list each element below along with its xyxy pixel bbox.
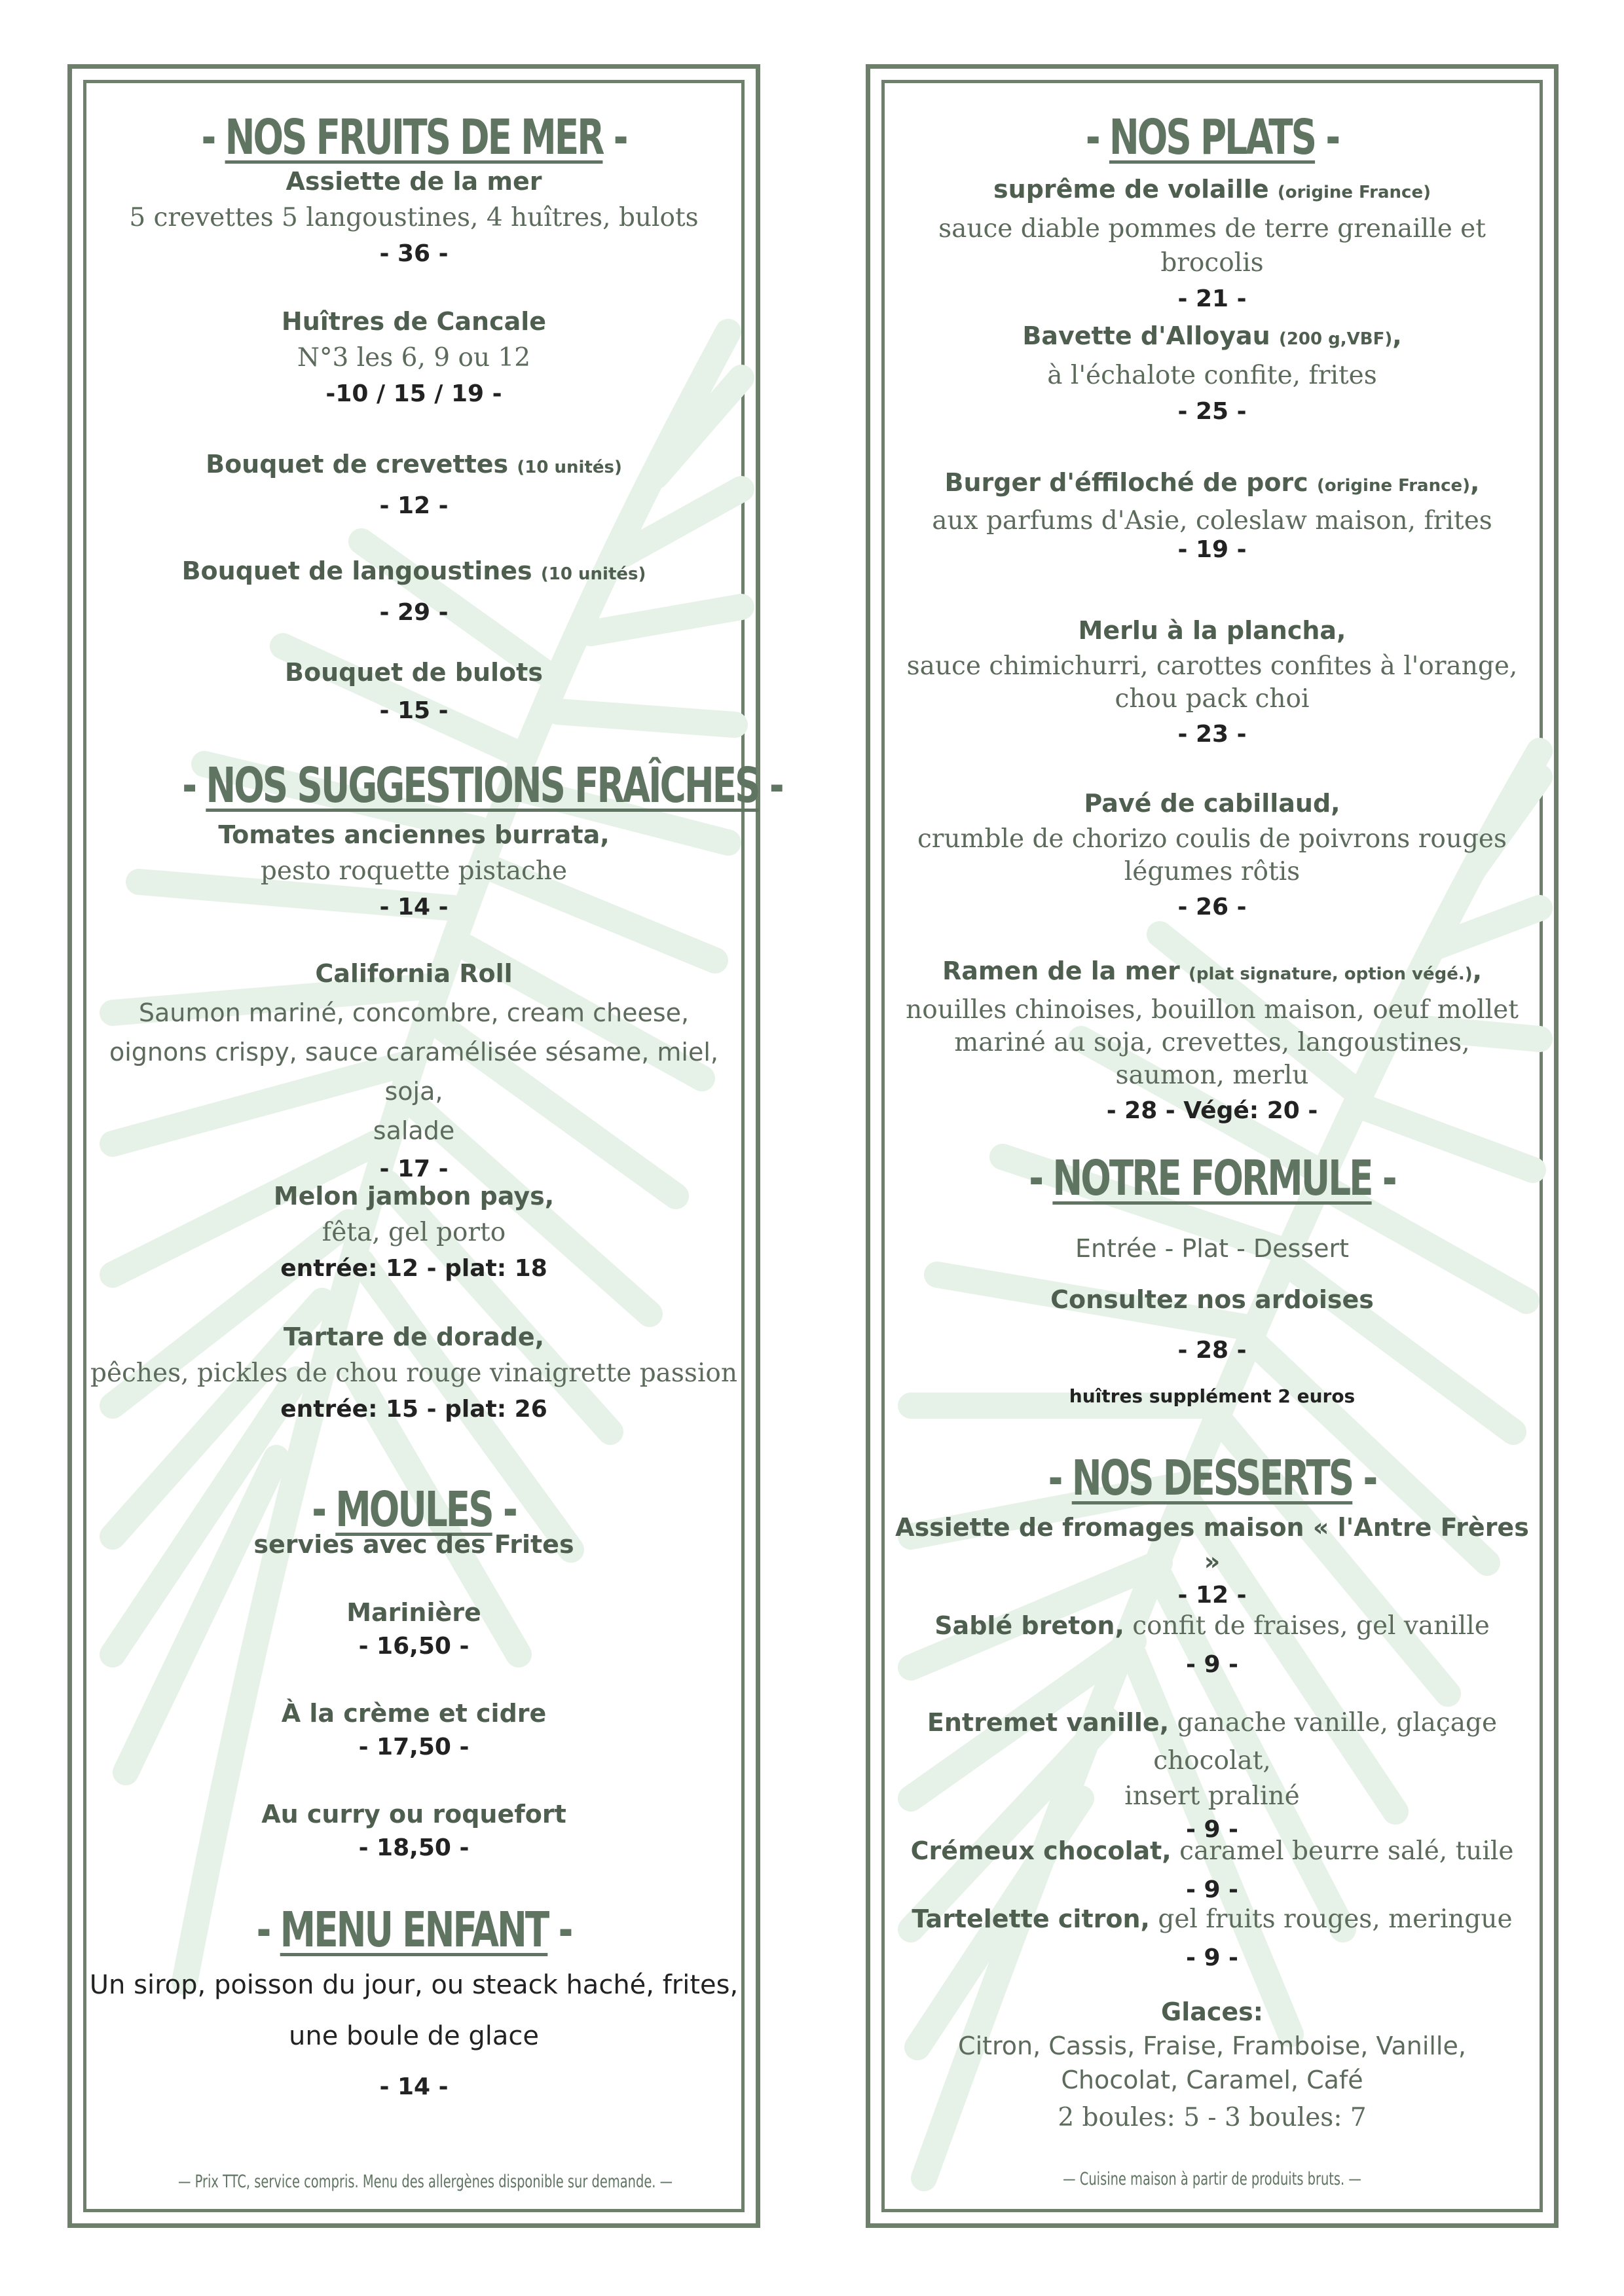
item-name: Sablé breton, confit de fraises, gel vanille (934, 1611, 1490, 1641)
left-panel-content (86, 83, 783, 2209)
item-name: Bouquet de langoustines (10 unités) (181, 556, 646, 585)
item-description: saumon, merlu (1115, 1061, 1309, 1090)
item-price: - 36 - (379, 240, 449, 267)
item-price: - 28 - Végé: 20 - (1106, 1097, 1318, 1124)
item-price: - 18,50 - (358, 1834, 470, 1861)
item-description: mariné au soja, crevettes, langoustines, (954, 1028, 1470, 1057)
item-description: sauce diable pommes de terre grenaille et brocolis (938, 214, 1486, 278)
menu-item (885, 1510, 1540, 1613)
item-name: Ramen de la mer (plat signature, option végé.), (942, 957, 1483, 985)
item-name: Bavette d'Alloyau (200 g,VBF), (1022, 321, 1402, 350)
menu-item (885, 611, 1540, 754)
formule-note: huîtres supplément 2 euros (1069, 1385, 1356, 1407)
item-price: - 17,50 - (358, 1734, 470, 1760)
item-price: -10 / 15 / 19 - (325, 380, 502, 407)
section-title-moules: - MOULES - (312, 1482, 516, 1538)
item-name: Bouquet de crevettes (10 unités) (206, 450, 622, 479)
item-price: - 9 - (1186, 1944, 1238, 1971)
menu-item (885, 951, 1540, 1130)
item-name: À la crème et cidre (281, 1699, 547, 1728)
item-price: - 15 - (379, 697, 449, 724)
menu-item (86, 954, 741, 1188)
item-name: Tartelette citron, gel fruits rouges, meringue (912, 1904, 1513, 1934)
item-price: - 12 - (379, 492, 449, 519)
item-description: salade (373, 1116, 455, 1145)
item-description: fêta, gel porto (322, 1218, 506, 1247)
item-price: - 29 - (379, 599, 449, 626)
menu-item (885, 784, 1540, 926)
item-price: - 25 - (1177, 398, 1247, 425)
item-description: N°3 les 6, 9 ou 12 (297, 343, 531, 373)
footer-note: — Cuisine maison à partir de produits bruts. — (1063, 2169, 1361, 2189)
section-title-plats: - NOS PLATS - (1085, 109, 1339, 166)
item-price: entrée: 15 - plat: 26 (280, 1396, 547, 1423)
item-price: - 14 - (379, 2073, 449, 2100)
item-description: une boule de glace (288, 2021, 539, 2051)
footer-note: — Prix TTC, service compris. Menu des allergènes disponible sur demande. — (178, 2172, 673, 2192)
item-name: Entremet vanille, ganache vanille, glaçage chocolat, (927, 1708, 1498, 1776)
menu-item (885, 316, 1540, 431)
menu-enfant-item (86, 1959, 741, 2113)
item-name: suprême de volaille (origine France) (993, 175, 1431, 204)
item-name: Assiette de fromages maison « l'Antre Frères » (895, 1513, 1529, 1576)
left-panel-inner-border (83, 80, 783, 2212)
item-description: Saumon mariné, concombre, cream cheese, (138, 998, 690, 1027)
glaces-item (885, 1995, 1540, 2139)
menu-item (86, 551, 741, 632)
item-name: California Roll (315, 959, 513, 988)
item-description: chou pack choi (1115, 684, 1310, 714)
item-name: Huîtres de Cancale (281, 307, 547, 336)
item-description: légumes rôtis (1124, 857, 1301, 886)
moules-subtitle: servies avec des Frites (253, 1530, 574, 1559)
item-description: insert praliné (1124, 1781, 1300, 1811)
item-price: - 17 - (379, 1156, 449, 1182)
menu-item (86, 1317, 741, 1429)
item-name: Marinière (346, 1598, 481, 1627)
menu-item (86, 1595, 741, 1664)
menu-item (86, 445, 741, 525)
item-description: Entrée - Plat - Dessert (1075, 1234, 1350, 1263)
item-description: Un sirop, poisson du jour, ou steack haché, frites, (89, 1970, 739, 2000)
item-price: - 19 - (1177, 536, 1247, 563)
item-price: entrée: 12 - plat: 18 (280, 1255, 547, 1282)
menu-item (86, 162, 741, 273)
item-price: - 9 - (1186, 1876, 1238, 1903)
item-name: Melon jambon pays, (273, 1182, 555, 1211)
menu-item (885, 1899, 1540, 1975)
menu-item (86, 653, 741, 730)
item-price: - 28 - (1177, 1337, 1247, 1364)
section-title-fruits-de-mer: - NOS FRUITS DE MER - (201, 109, 627, 166)
right-panel-inner-border (881, 80, 1543, 2212)
menu-item (885, 1703, 1540, 1849)
menu-item (885, 170, 1540, 318)
menu-item (885, 1831, 1540, 1907)
item-name: Au curry ou roquefort (261, 1800, 566, 1829)
section-title-desserts: - NOS DESSERTS - (1048, 1450, 1376, 1506)
item-description: 5 crevettes 5 langoustines, 4 huîtres, bulots (129, 203, 699, 232)
item-description: Citron, Cassis, Fraise, Framboise, Vanille, (958, 2032, 1466, 2060)
menu-item (86, 1176, 741, 1288)
item-name: Bouquet de bulots (285, 658, 543, 687)
menu-item (86, 815, 741, 926)
menu-item (86, 1797, 741, 1865)
left-menu-panel (67, 64, 783, 2228)
item-price: - 9 - (1186, 1651, 1238, 1678)
item-price: - 16,50 - (358, 1633, 470, 1660)
section-title-formule: - NOTRE FORMULE - (1029, 1150, 1395, 1207)
item-description: pêches, pickles de chou rouge vinaigrette passion (90, 1358, 738, 1388)
item-price: 2 boules: 5 - 3 boules: 7 (1058, 2103, 1367, 2132)
section-title-menu-enfant: - MENU ENFANT - (256, 1902, 572, 1958)
item-description: à l'échalote confite, frites (1047, 361, 1377, 390)
item-description: aux parfums d'Asie, coleslaw maison, frites (932, 506, 1492, 536)
item-description: pesto roquette pistache (260, 856, 568, 886)
item-description: Chocolat, Caramel, Café (1061, 2066, 1363, 2094)
item-description: sauce chimichurri, carottes confites à l'orange, (906, 651, 1518, 681)
item-name: Burger d'éffiloché de porc (origine France), (944, 468, 1480, 497)
right-panel-content (885, 83, 1540, 2209)
formule-item (885, 1222, 1540, 1416)
menu-item (885, 463, 1540, 563)
item-name: Pavé de cabillaud, (1084, 789, 1340, 818)
item-name: Tomates anciennes burrata, (218, 820, 610, 849)
menu-item (885, 1606, 1540, 1682)
item-name: Consultez nos ardoises (1050, 1285, 1374, 1314)
item-name: Glaces: (1161, 1997, 1263, 2026)
item-description: nouilles chinoises, bouillon maison, oeuf mollet (906, 995, 1519, 1025)
item-price: - 14 - (379, 894, 449, 920)
right-menu-panel (866, 64, 1559, 2228)
section-title-suggestions: - NOS SUGGESTIONS FRAÎCHES - (182, 757, 783, 814)
item-name: Tartare de dorade, (283, 1322, 545, 1351)
item-price: - 12 - (1177, 1582, 1247, 1609)
item-name: Merlu à la plancha, (1078, 616, 1346, 645)
item-price: - 23 - (1177, 721, 1247, 748)
menu-item (86, 302, 741, 413)
item-price: - 26 - (1177, 894, 1247, 920)
item-name: Assiette de la mer (286, 167, 542, 196)
item-price: - 9 - (1186, 1816, 1238, 1843)
item-description: oignons crispy, sauce caramélisée sésame, miel, soja, (109, 1038, 719, 1106)
item-description: crumble de chorizo coulis de poivrons rouges (917, 824, 1507, 854)
menu-item (86, 1696, 741, 1764)
item-name: Crémeux chocolat, caramel beurre salé, tuile (910, 1836, 1514, 1866)
item-price: - 21 - (1177, 285, 1247, 312)
